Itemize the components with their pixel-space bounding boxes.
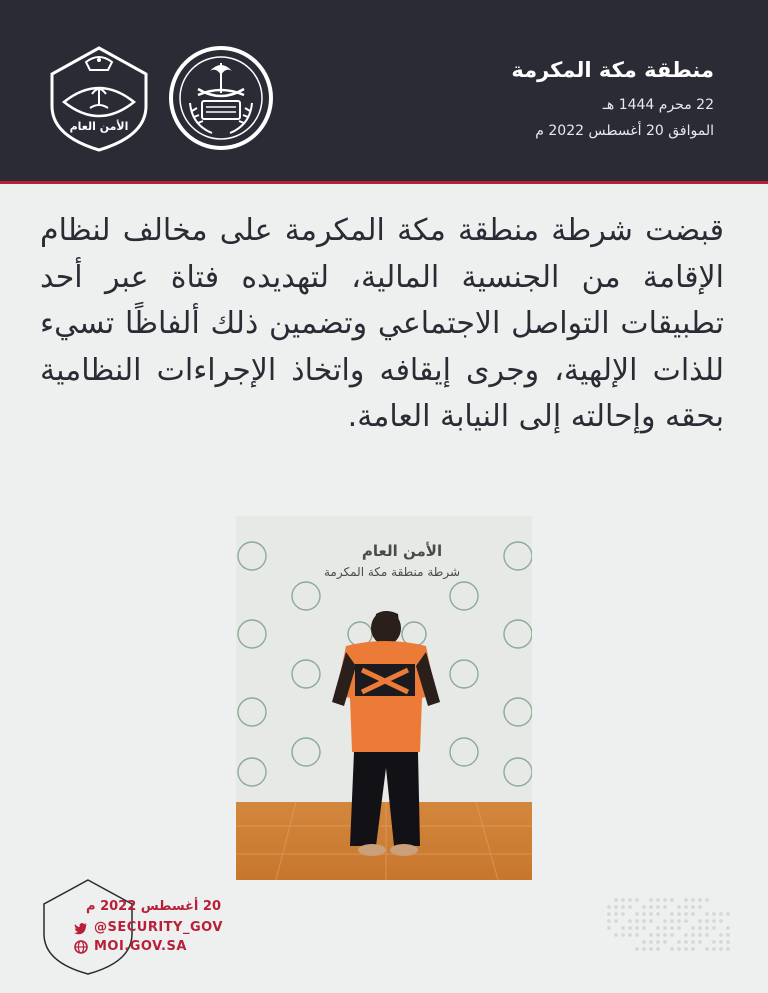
decor-dot xyxy=(607,919,611,923)
decor-dot xyxy=(677,912,681,916)
decor-dot xyxy=(621,898,625,902)
decor-dot xyxy=(607,926,611,930)
decor-dot xyxy=(663,905,667,909)
decor-dot xyxy=(670,912,674,916)
decor-dot xyxy=(635,947,639,951)
decor-dot xyxy=(649,933,653,937)
decor-dot xyxy=(607,912,611,916)
region-title: منطقة مكة المكرمة xyxy=(511,58,714,82)
decor-dot xyxy=(726,933,730,937)
decor-dot xyxy=(656,940,660,944)
decor-dot xyxy=(614,898,618,902)
accent-divider xyxy=(0,181,768,184)
decor-dot xyxy=(642,926,646,930)
decor-dot xyxy=(663,933,667,937)
decor-dot xyxy=(621,912,625,916)
decor-dot xyxy=(670,933,674,937)
twitter-handle: @SECURITY_GOV xyxy=(94,920,223,935)
decor-dot xyxy=(649,898,653,902)
decor-dot xyxy=(691,926,695,930)
website-url: MOI.GOV.SA xyxy=(94,939,187,954)
decor-dot xyxy=(719,912,723,916)
decorative-dot-pattern xyxy=(606,897,730,953)
decor-dot xyxy=(628,933,632,937)
decor-dot xyxy=(621,926,625,930)
decor-dot xyxy=(684,898,688,902)
footer-date: 20 أغسطس 2022 م xyxy=(86,899,222,914)
decor-dot xyxy=(635,933,639,937)
decor-dot xyxy=(705,926,709,930)
decor-dot xyxy=(642,919,646,923)
decor-dot xyxy=(614,912,618,916)
decor-dot xyxy=(691,940,695,944)
public-security-shield-icon xyxy=(46,44,152,154)
decor-dot xyxy=(719,940,723,944)
globe-icon xyxy=(74,940,88,954)
decor-dot xyxy=(726,940,730,944)
decor-dot xyxy=(705,912,709,916)
decor-dot xyxy=(670,919,674,923)
decor-dot xyxy=(649,905,653,909)
decor-dot xyxy=(670,947,674,951)
decor-dot xyxy=(705,947,709,951)
decor-dot xyxy=(656,947,660,951)
decor-dot xyxy=(698,940,702,944)
decor-dot xyxy=(698,926,702,930)
decor-dot xyxy=(656,898,660,902)
decor-dot xyxy=(642,940,646,944)
decor-dot xyxy=(705,898,709,902)
decor-dot xyxy=(726,926,730,930)
header-bar xyxy=(0,0,768,181)
decor-dot xyxy=(628,898,632,902)
decor-dot xyxy=(684,919,688,923)
decor-dot xyxy=(698,905,702,909)
decor-dot xyxy=(684,905,688,909)
decor-dot xyxy=(656,905,660,909)
decor-dot xyxy=(670,898,674,902)
decor-dot xyxy=(628,919,632,923)
decor-dot xyxy=(698,933,702,937)
decor-dot xyxy=(642,947,646,951)
decor-dot xyxy=(719,933,723,937)
decor-dot xyxy=(621,933,625,937)
decor-dot xyxy=(670,926,674,930)
decor-dot xyxy=(635,912,639,916)
statement-text: قبضت شرطة منطقة مكة المكرمة على مخالف لنظام الإقامة من الجنسية المالية، لتهديده فتاة عبر أحد تطبيقات التواصل الاجتماعي وتضمين ذلك ألفاظًا تسيء للذات الإلهية، وجرى إيقافه واتخاذ الإجراءات النظامية بحقه وإحالته إلى النيابة العامة. xyxy=(40,213,724,434)
decor-dot xyxy=(677,919,681,923)
suspect-photo xyxy=(236,516,532,880)
decor-dot xyxy=(705,919,709,923)
decor-dot xyxy=(642,912,646,916)
decor-dot xyxy=(663,940,667,944)
decor-dot xyxy=(712,947,716,951)
decor-dot xyxy=(635,898,639,902)
decor-dot xyxy=(698,919,702,923)
banner-subtitle: شرطة منطقة مكة المكرمة xyxy=(323,565,461,579)
footer-twitter[interactable] xyxy=(74,920,223,935)
decor-dot xyxy=(712,940,716,944)
decor-dot xyxy=(656,933,660,937)
decor-dot xyxy=(726,947,730,951)
decor-dot xyxy=(691,912,695,916)
decor-dot xyxy=(726,912,730,916)
decor-dot xyxy=(614,905,618,909)
decor-dot xyxy=(628,926,632,930)
decor-dot xyxy=(677,905,681,909)
decor-dot xyxy=(684,912,688,916)
shield-label: الأمن العام xyxy=(69,120,129,133)
hijri-date: 22 محرم 1444 هـ xyxy=(602,97,714,113)
decor-dot xyxy=(677,926,681,930)
decor-dot xyxy=(663,926,667,930)
decor-dot xyxy=(649,940,653,944)
decor-dot xyxy=(649,912,653,916)
banner-title: الأمن العام xyxy=(361,542,443,560)
decor-dot xyxy=(684,940,688,944)
decor-dot xyxy=(649,947,653,951)
decor-dot xyxy=(698,898,702,902)
ministry-emblem-icon xyxy=(168,45,274,151)
decor-dot xyxy=(621,905,625,909)
decor-dot xyxy=(642,905,646,909)
decor-dot xyxy=(705,933,709,937)
decor-dot xyxy=(677,940,681,944)
decor-dot xyxy=(684,933,688,937)
decor-dot xyxy=(719,919,723,923)
decor-dot xyxy=(656,926,660,930)
decor-dot xyxy=(691,947,695,951)
decor-dot xyxy=(677,947,681,951)
decor-dot xyxy=(712,926,716,930)
twitter-icon xyxy=(74,921,88,935)
decor-dot xyxy=(684,947,688,951)
decor-dot xyxy=(635,919,639,923)
decor-dot xyxy=(656,912,660,916)
decor-dot xyxy=(649,919,653,923)
gregorian-date: الموافق 20 أغسطس 2022 م xyxy=(535,123,714,139)
footer-website[interactable] xyxy=(74,939,187,954)
decor-dot xyxy=(691,905,695,909)
decor-dot xyxy=(614,919,618,923)
decor-dot xyxy=(691,933,695,937)
decor-dot xyxy=(628,905,632,909)
decor-dot xyxy=(607,905,611,909)
decor-dot xyxy=(712,919,716,923)
decor-dot xyxy=(663,898,667,902)
decor-dot xyxy=(614,933,618,937)
decor-dot xyxy=(712,912,716,916)
decor-dot xyxy=(719,947,723,951)
decor-dot xyxy=(635,926,639,930)
decor-dot xyxy=(691,898,695,902)
decor-dot xyxy=(663,919,667,923)
